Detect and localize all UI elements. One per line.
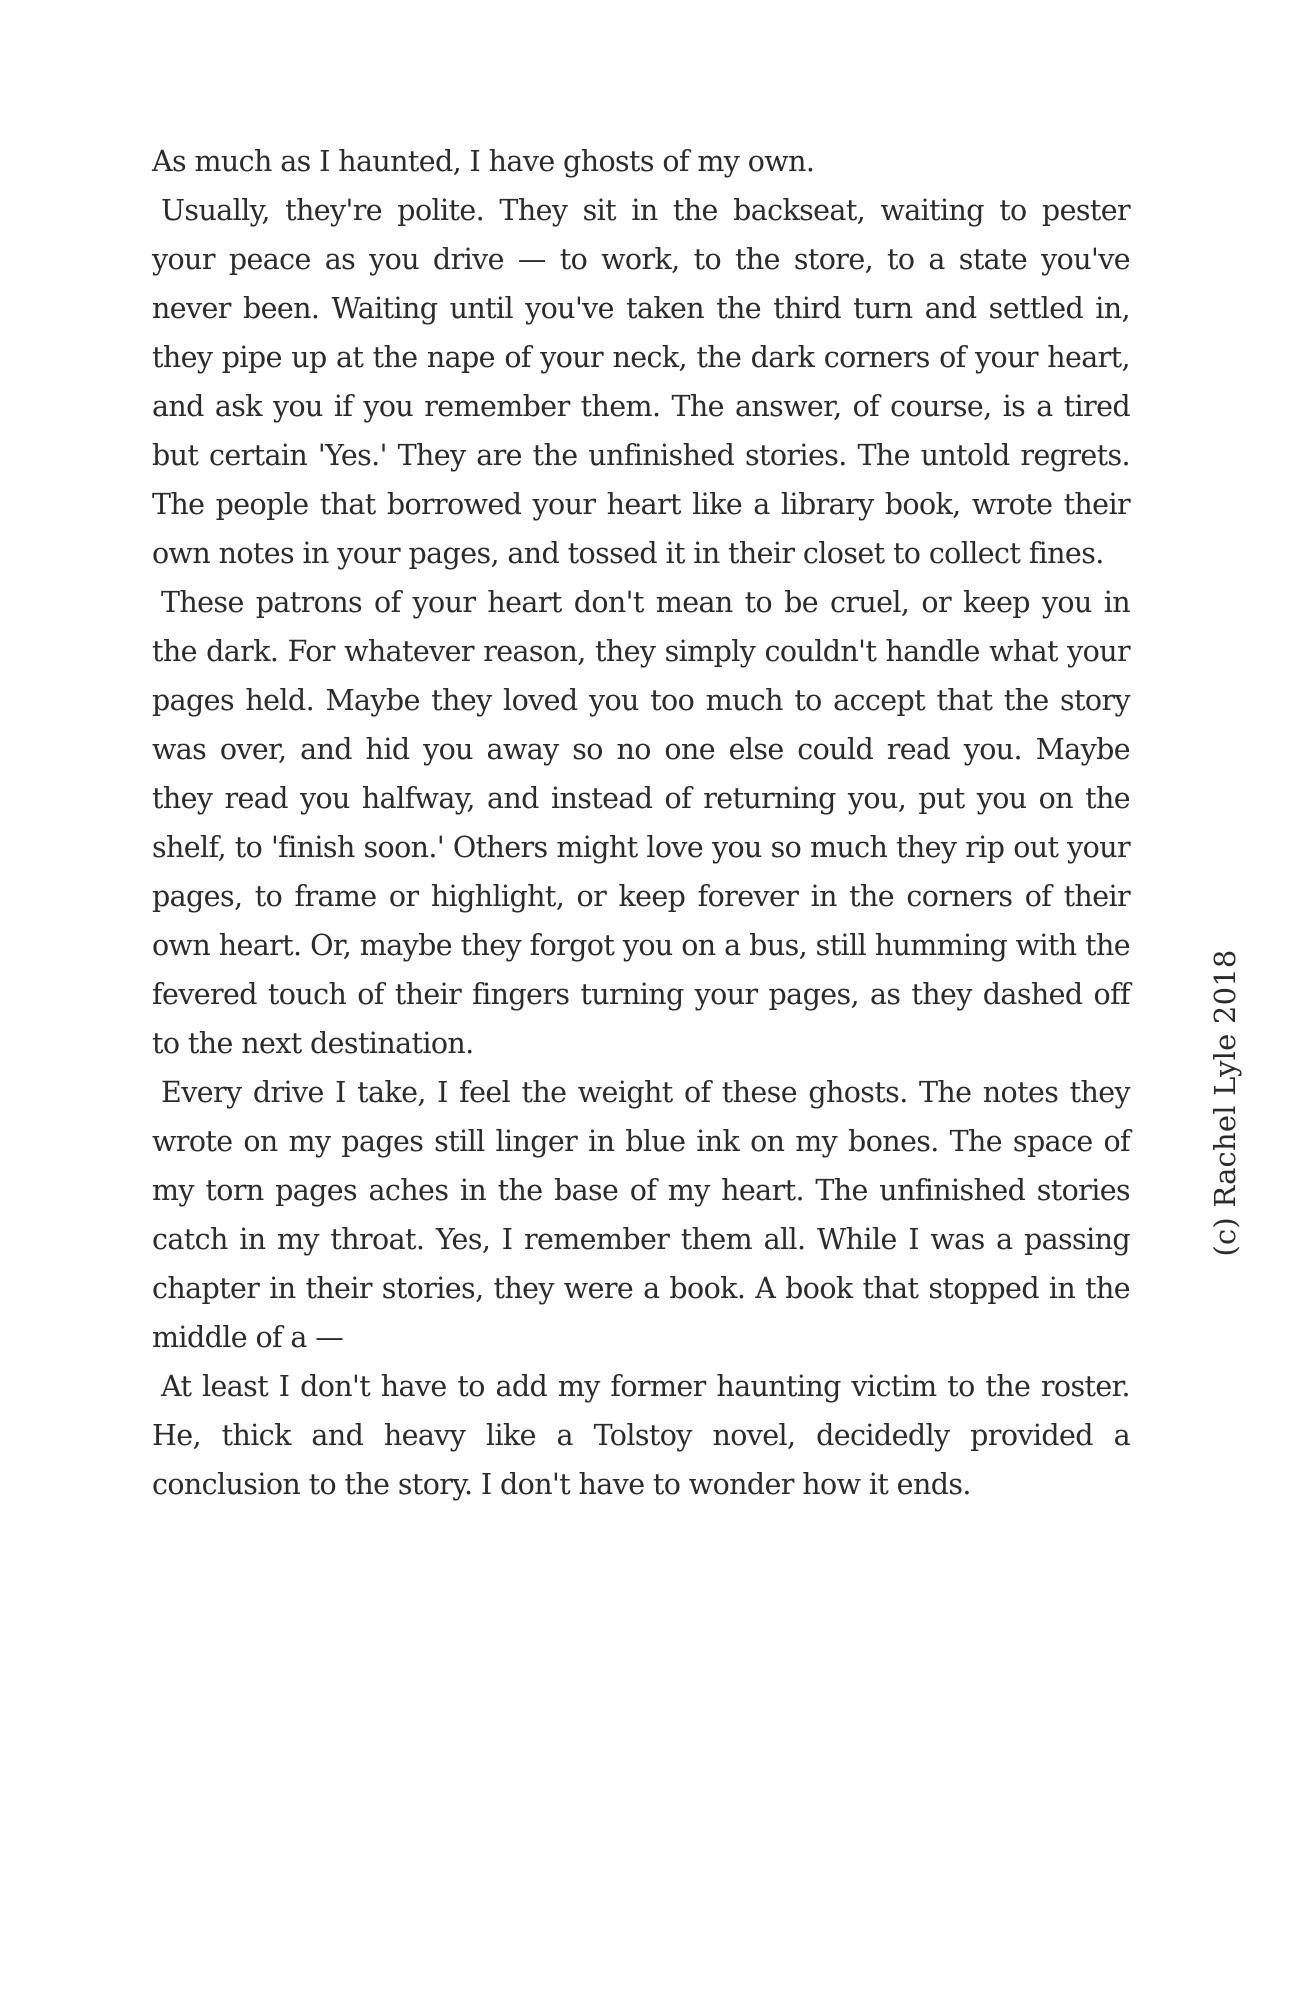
- paragraph-1: As much as I haunted, I have ghosts of my own.: [152, 145, 815, 178]
- paragraph-3: These patrons of your heart don't mean to be cruel, or keep you in the dark. For whatever reason, they simply couldn't handle what your pages held. Maybe they loved you too much to accept that the story was over, and hid you away so no one else could read you. Maybe they read you halfway, and instead of returning you, put you on the shelf, to 'finish soon.' Others might love you so much they rip out your pages, to frame or highlight, or keep forever in the corners of their own heart. Or, maybe they forgot you on a bus, still humming with the fevered touch of their fingers turning your pages, as they dashed off to the next destination.: [152, 586, 1130, 1060]
- paragraph-5: At least I don't have to add my former haunting victim to the roster. He, thick and heavy like a Tolstoy novel, decidedly provided a conclusion to the story. I don't have to wonder how it ends.: [152, 1370, 1130, 1501]
- paragraph-2: Usually, they're polite. They sit in the backseat, waiting to pester your peace as you drive — to work, to the store, to a state you've never been. Waiting until you've taken the third turn and settled in, they pipe up at the nape of your neck, the dark corners of your heart, and ask you if you remember them. The answer, of course, is a tired but certain 'Yes.' They are the unfinished stories. The untold regrets. The people that borrowed your heart like a library book, wrote their own notes in your pages, and tossed it in their closet to collect fines.: [152, 194, 1130, 570]
- paragraph-4: Every drive I take, I feel the weight of these ghosts. The notes they wrote on my pages still linger in blue ink on my bones. The space of my torn pages aches in the base of my heart. The unfinished stories catch in my throat. Yes, I remember them all. While I was a passing chapter in their stories, they were a book. A book that stopped in the middle of a —: [152, 1076, 1130, 1354]
- copyright-notice: (c) Rachel Lyle 2018: [1208, 949, 1242, 1257]
- story-text: [152, 137, 1130, 1509]
